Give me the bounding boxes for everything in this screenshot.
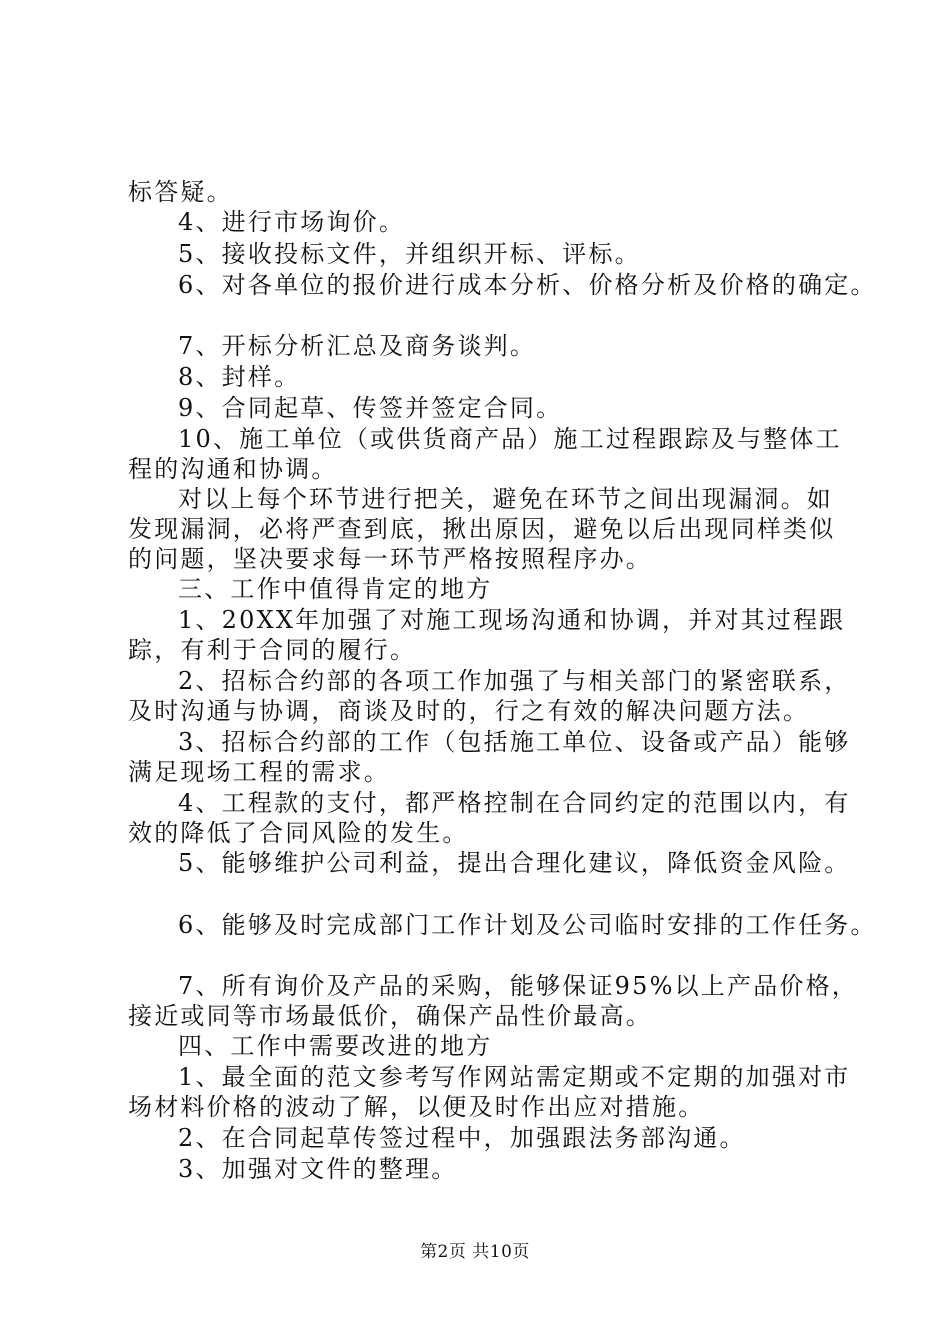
text-line: 9、合同起草、传签并签定合同。 bbox=[178, 394, 563, 422]
text-line: 4、工程款的支付，都严格控制在合同约定的范围以内，有 bbox=[178, 789, 851, 817]
text-line: 5、接收投标文件，并组织开标、评标。 bbox=[178, 240, 641, 268]
text-line: 效的降低了合同风险的发生。 bbox=[128, 819, 469, 847]
text-line: 10、施工单位（或供货商产品）施工过程跟踪及与整体工 bbox=[178, 425, 842, 453]
text-line: 接近或同等市场最低价，确保产品性价最高。 bbox=[128, 1002, 652, 1030]
text-line: 程的沟通和协调。 bbox=[128, 455, 338, 483]
text-line: 1、最全面的范文参考写作网站需定期或不定期的加强对市 bbox=[178, 1063, 851, 1091]
text-line: 1、20XX年加强了对施工现场沟通和协调，并对其过程跟 bbox=[178, 606, 846, 634]
text-line: 5、能够维护公司利益，提出合理化建议，降低资金风险。 bbox=[178, 849, 851, 877]
text-line: 6、对各单位的报价进行成本分析、价格分析及价格的确定。 bbox=[178, 271, 877, 299]
text-line: 满足现场工程的需求。 bbox=[128, 758, 390, 786]
text-line: 踪，有利于合同的履行。 bbox=[128, 636, 417, 664]
text-line: 及时沟通与协调，商谈及时的，行之有效的解决问题方法。 bbox=[128, 697, 810, 725]
text-line: 标答疑。 bbox=[128, 178, 233, 206]
text-line: 发现漏洞，必将严查到底，揪出原因，避免以后出现同样类似 bbox=[128, 515, 836, 543]
text-line: 4、进行市场询价。 bbox=[178, 208, 406, 236]
text-line: 6、能够及时完成部门工作计划及公司临时安排的工作任务。 bbox=[178, 911, 877, 939]
text-line: 7、开标分析汇总及商务谈判。 bbox=[178, 332, 537, 360]
section-heading: 三、工作中值得肯定的地方 bbox=[178, 575, 493, 603]
text-line: 3、招标合约部的工作（包括施工单位、设备或产品）能够 bbox=[178, 728, 851, 756]
text-line: 的问题，坚决要求每一环节严格按照程序办。 bbox=[128, 545, 652, 573]
text-line: 2、在合同起草传签过程中，加强跟法务部沟通。 bbox=[178, 1124, 746, 1152]
text-line: 场材料价格的波动了解，以便及时作出应对措施。 bbox=[128, 1093, 705, 1121]
text-line: 8、封样。 bbox=[178, 363, 301, 391]
text-line: 对以上每个环节进行把关，避免在环节之间出现漏洞。如 bbox=[178, 485, 833, 513]
text-line: 3、加强对文件的整理。 bbox=[178, 1155, 458, 1183]
page-number-footer: 第2页 共10页 bbox=[420, 1242, 530, 1262]
text-line: 7、所有询价及产品的采购，能够保证95%以上产品价格， bbox=[178, 972, 859, 1000]
section-heading: 四、工作中需要改进的地方 bbox=[178, 1032, 493, 1060]
text-line: 2、招标合约部的各项工作加强了与相关部门的紧密联系， bbox=[178, 667, 851, 695]
